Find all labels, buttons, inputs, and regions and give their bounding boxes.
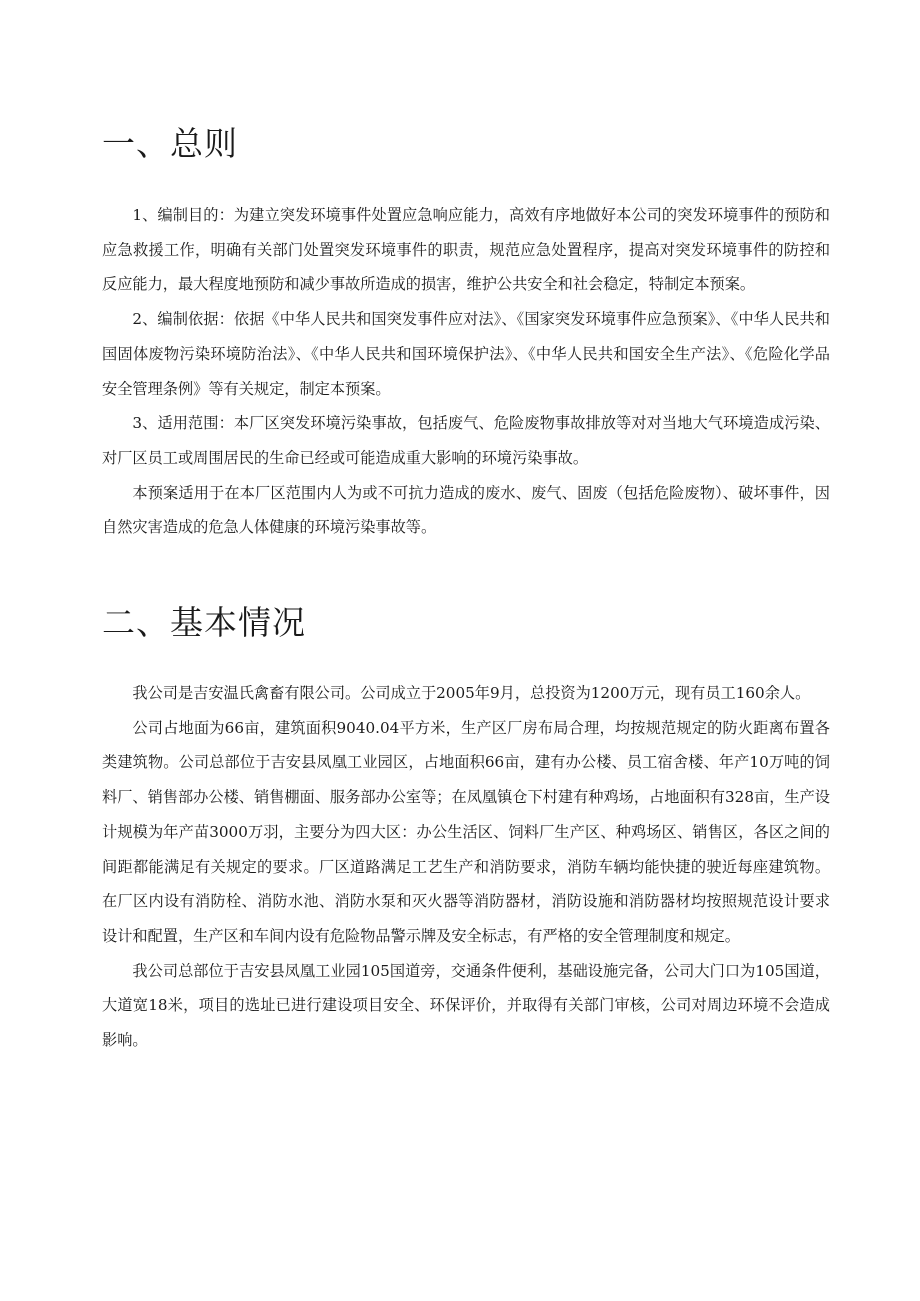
section-body-general <box>102 198 830 545</box>
section-heading-general: 一、总则 <box>102 124 238 163</box>
paragraph-basis: 2、编制依据：依据《中华人民共和国突发事件应对法》、《国家突发环境事件应急预案》、《中华人民共和国固体废物污染环境防治法》、《中华人民共和国环境保护法》、《中华人民共和国安全生产法》、《危险化学品安全管理条例》等有关规定，制定本预案。 <box>102 310 830 398</box>
paragraph-location: 我公司总部位于吉安县凤凰工业园105国道旁，交通条件便利，基础设施完备，公司大门口为105国道，大道宽18米，项目的选址已进行建设项目安全、环保评价，并取得有关部门审核，公司对周边环境不会造成影响。 <box>102 961 830 1050</box>
paragraph-applicability: 本预案适用于在本厂区范围内人为或不可抗力造成的废水、废气、固废（包括危险废物）、破坏事件，因自然灾害造成的危急人体健康的环境污染事故等。 <box>102 483 830 537</box>
paragraph-site-layout: 公司占地面为66亩，建筑面积9040.04平方米，生产区厂房布局合理，均按规范规定的防火距离布置各类建筑物。公司总部位于吉安县凤凰工业园区，占地面积66亩，建有办公楼、员工宿舍楼、年产10万吨的饲料厂、销售部办公楼、销售棚面、服务部办公室等；在凤凰镇仓下村建有种鸡场，占地面积有328亩，生产设计规模为年产苗3000万羽，主要分为四大区：办公生活区、饲料厂生产区、种鸡场区、销售区，各区之间的间距都能满足有关规定的要求。厂区道路满足工艺生产和消防要求，消防车辆均能快捷的驶近每座建筑物。在厂区内设有消防栓、消防水池、消防水泵和灭火器等消防器材，消防设施和消防器材均按照规范设计要求设计和配置，生产区和车间内设有危险物品警示牌及安全标志，有严格的安全管理制度和规定。 <box>102 718 830 945</box>
paragraph-scope: 3、适用范围：本厂区突发环境污染事故，包括废气、危险废物事故排放等对对当地大气环境造成污染、对厂区员工或周围居民的生命已经或可能造成重大影响的环境污染事故。 <box>102 414 830 467</box>
section-body-basic-info <box>102 676 830 1058</box>
paragraph-company-intro: 我公司是吉安温氏禽畜有限公司。公司成立于2005年9月，总投资为1200万元，现有员工160余人。 <box>132 684 811 702</box>
section-heading-basic-info: 二、基本情况 <box>102 603 306 642</box>
paragraph-purpose: 1、编制目的：为建立突发环境事件处置应急响应能力，高效有序地做好本公司的突发环境事件的预防和应急救援工作，明确有关部门处置突发环境事件的职责，规范应急处置程序，提高对突发环境事件的防控和反应能力，最大程度地预防和减少事故所造成的损害，维护公共安全和社会稳定，特制定本预案。 <box>102 206 830 294</box>
